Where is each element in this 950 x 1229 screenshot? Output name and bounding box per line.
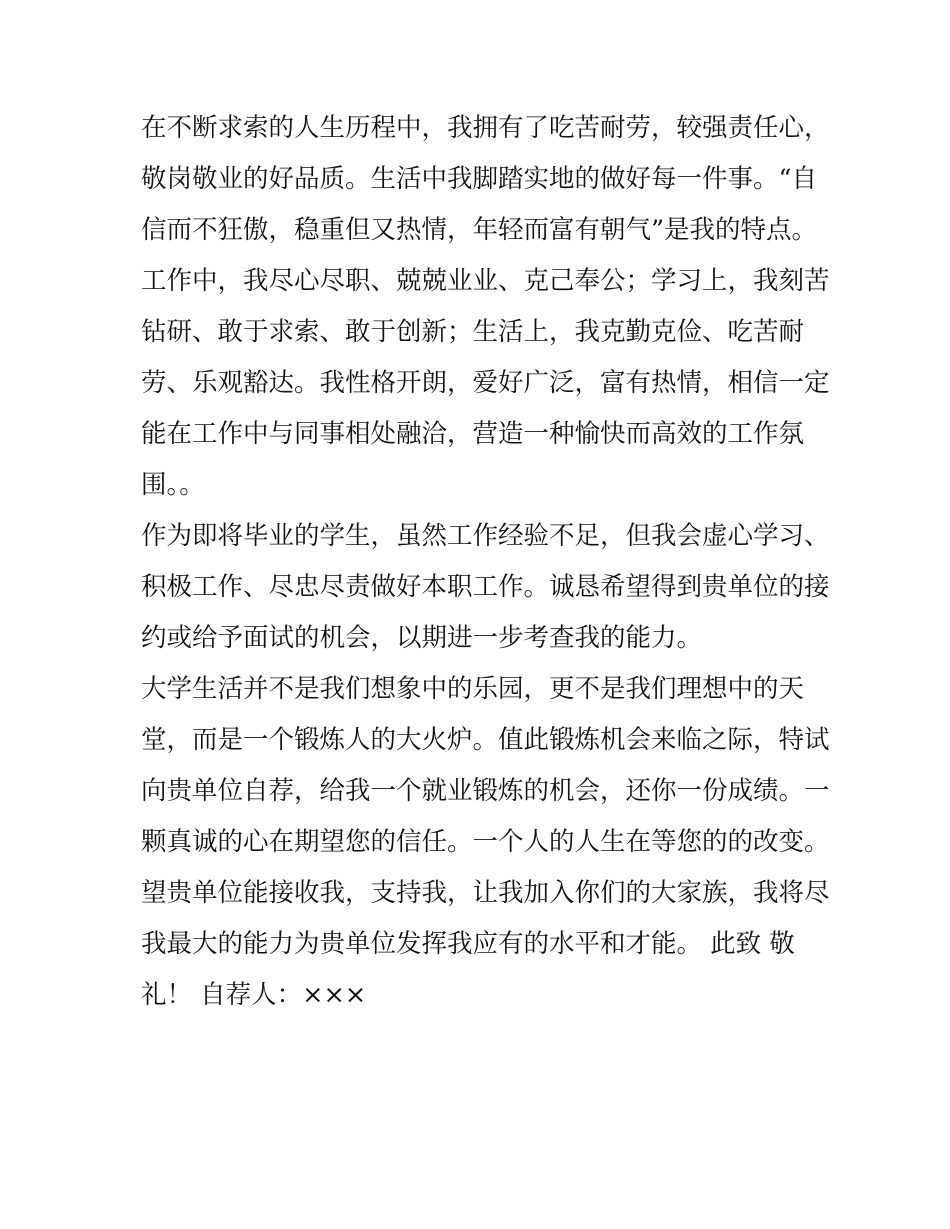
text-line: 积极工作、尽忠尽责做好本职工作。诚恳希望得到贵单位的接 — [141, 572, 830, 602]
text-line: 望贵单位能接收我，支持我，让我加入你们的大家族，我将尽 — [141, 878, 830, 908]
text-line: 堂，而是一个锻炼人的大火炉。值此锻炼机会来临之际，特试 — [141, 725, 830, 755]
text-line: 信而不狂傲，稳重但又热情，年轻而富有朝气”是我的特点。 — [141, 215, 818, 245]
text-line: 作为即将毕业的学生，虽然工作经验不足，但我会虚心学习、 — [141, 521, 830, 551]
text-line: 劳、乐观豁达。我性格开朗，爱好广泛，富有热情，相信一定 — [141, 368, 830, 398]
document-body — [141, 103, 830, 1021]
text-line: 在不断求索的人生历程中，我拥有了吃苦耐劳，较强责任心， — [141, 113, 830, 143]
text-line: 工作中，我尽心尽职、兢兢业业、克己奉公；学习上，我刻苦 — [141, 266, 830, 296]
text-line: 大学生活并不是我们想象中的乐园，更不是我们理想中的天 — [141, 674, 805, 704]
text-line: 能在工作中与同事相处融洽，营造一种愉快而高效的工作氛 — [141, 419, 805, 449]
text-line: 钻研、敢于求索、敢于创新；生活上，我克勤克俭、吃苦耐 — [141, 317, 805, 347]
text-line: 围。。 — [141, 470, 205, 500]
text-line: 礼！ 自荐人：××× — [141, 980, 367, 1010]
text-line: 颗真诚的心在期望您的信任。一个人的人生在等您的的改变。 — [141, 827, 830, 857]
text-line: 约或给予面试的机会，以期进一步考查我的能力。 — [141, 623, 703, 653]
text-line: 我最大的能力为贵单位发挥我应有的水平和才能。 此致 敬 — [141, 929, 795, 959]
text-line: 向贵单位自荐，给我一个就业锻炼的机会，还你一份成绩。一 — [141, 776, 830, 806]
text-line: 敬岗敬业的好品质。生活中我脚踏实地的做好每一件事。“自 — [141, 164, 818, 194]
